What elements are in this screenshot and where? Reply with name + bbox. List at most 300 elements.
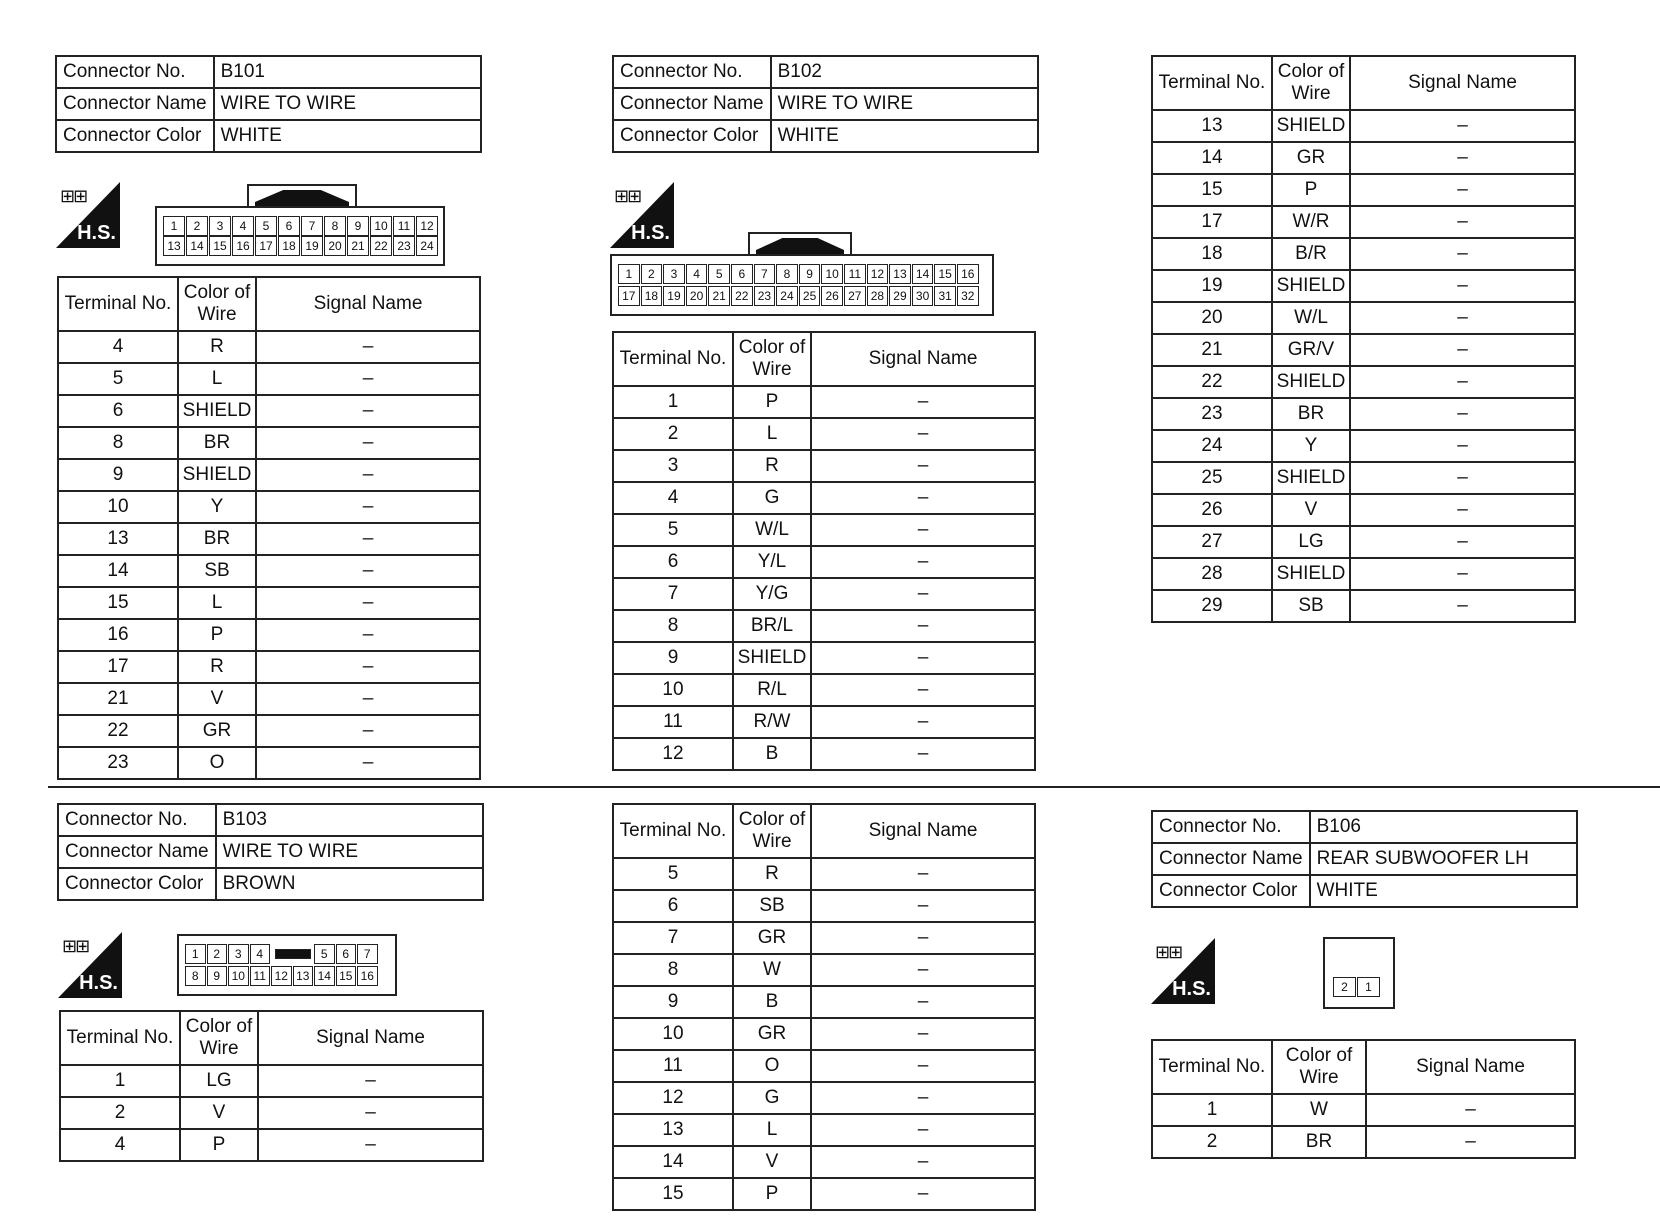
wire-color: SHIELD xyxy=(1272,270,1350,302)
info-value: B101 xyxy=(214,56,481,88)
terminal-no-header: Terminal No. xyxy=(613,804,733,858)
wire-color: SHIELD xyxy=(178,459,256,491)
pin-cell: 20 xyxy=(324,236,346,256)
pin-cell: 11 xyxy=(393,216,415,236)
wire-color: Y xyxy=(178,491,256,523)
table-row xyxy=(613,642,1035,674)
info-row xyxy=(58,836,483,868)
terminal-no: 5 xyxy=(58,363,178,395)
signal-name: – xyxy=(1350,462,1575,494)
pin-cell: 2 xyxy=(207,944,228,964)
pin-cell: 24 xyxy=(416,236,438,256)
signal-name-header: Signal Name xyxy=(811,804,1035,858)
terminal-no: 14 xyxy=(58,555,178,587)
wire-color: L xyxy=(733,418,811,450)
info-row xyxy=(56,88,481,120)
table-row xyxy=(613,890,1035,922)
table-row xyxy=(58,619,480,651)
info-row xyxy=(1152,811,1577,843)
b101-terminal-table xyxy=(57,276,481,780)
table-row xyxy=(60,1129,483,1161)
pin-cell: 7 xyxy=(301,216,323,236)
wire-color: SB xyxy=(1272,590,1350,622)
signal-name: – xyxy=(256,427,480,459)
terminal-no: 2 xyxy=(1152,1126,1272,1158)
terminal-no: 13 xyxy=(58,523,178,555)
info-row xyxy=(1152,843,1577,875)
pin-cell: 1 xyxy=(1357,977,1380,997)
info-value: B106 xyxy=(1310,811,1577,843)
info-row xyxy=(58,804,483,836)
wire-color: BR/L xyxy=(733,610,811,642)
pin-cell: 1 xyxy=(163,216,185,236)
signal-name: – xyxy=(811,1082,1035,1114)
terminal-no: 13 xyxy=(613,1114,733,1146)
wire-color: Y/G xyxy=(733,578,811,610)
wire-color: Y/L xyxy=(733,546,811,578)
b103-info-body xyxy=(58,804,483,900)
b102-terminal-rows xyxy=(613,386,1035,770)
pin-cell: 3 xyxy=(228,944,249,964)
pin-cell: 15 xyxy=(934,264,956,284)
wire-color: SHIELD xyxy=(733,642,811,674)
terminal-no-header: Terminal No. xyxy=(613,332,733,386)
table-row xyxy=(613,954,1035,986)
wire-color: W xyxy=(733,954,811,986)
table-row xyxy=(613,1146,1035,1178)
wire-color: B xyxy=(733,738,811,770)
info-value: REAR SUBWOOFER LH xyxy=(1310,843,1577,875)
terminal-no: 12 xyxy=(613,1082,733,1114)
signal-name: – xyxy=(1350,302,1575,334)
wire-color: SB xyxy=(178,555,256,587)
terminal-no: 5 xyxy=(613,858,733,890)
wire-color: GR xyxy=(733,1018,811,1050)
info-row xyxy=(613,56,1038,88)
table-row xyxy=(613,610,1035,642)
terminal-no: 9 xyxy=(58,459,178,491)
signal-name: – xyxy=(258,1129,483,1161)
wire-color: R xyxy=(733,450,811,482)
pin-cell: 13 xyxy=(889,264,911,284)
table-row xyxy=(613,1082,1035,1114)
table-row xyxy=(58,523,480,555)
table-row xyxy=(1152,366,1575,398)
signal-name-header: Signal Name xyxy=(1350,56,1575,110)
b106-connector-face xyxy=(1323,937,1395,1009)
info-row xyxy=(56,120,481,152)
wire-color: P xyxy=(733,386,811,418)
signal-name: – xyxy=(258,1065,483,1097)
signal-name: – xyxy=(1350,366,1575,398)
pin-cell: 6 xyxy=(336,944,357,964)
signal-name-header: Signal Name xyxy=(1366,1040,1575,1094)
signal-name: – xyxy=(811,418,1035,450)
signal-name: – xyxy=(811,706,1035,738)
terminal-no: 15 xyxy=(58,587,178,619)
info-key: Connector Name xyxy=(613,88,771,120)
wire-color: V xyxy=(733,1146,811,1178)
pin-cell: 3 xyxy=(209,216,231,236)
terminal-no: 22 xyxy=(1152,366,1272,398)
pin-cell: 31 xyxy=(934,286,956,306)
b106-info-table xyxy=(1151,810,1578,908)
table-row xyxy=(1152,334,1575,366)
table-row xyxy=(613,674,1035,706)
pin-cell: 17 xyxy=(255,236,277,256)
info-key: Connector No. xyxy=(1152,811,1310,843)
terminal-no: 16 xyxy=(58,619,178,651)
wire-color: BR xyxy=(1272,398,1350,430)
wire-color-header: Color of Wire xyxy=(180,1011,258,1065)
terminal-no: 8 xyxy=(613,954,733,986)
pin-cell: 4 xyxy=(250,944,271,964)
signal-name-header: Signal Name xyxy=(256,277,480,331)
info-row xyxy=(613,120,1038,152)
hs-label: H.S. xyxy=(1172,978,1211,1000)
pin-cell: 24 xyxy=(776,286,798,306)
terminal-no: 13 xyxy=(1152,110,1272,142)
b101-info-table xyxy=(55,55,482,153)
table-row xyxy=(58,555,480,587)
section-divider xyxy=(48,786,1660,788)
signal-name: – xyxy=(811,482,1035,514)
signal-name: – xyxy=(1350,238,1575,270)
terminal-no: 15 xyxy=(613,1178,733,1210)
wire-color-header: Color of Wire xyxy=(733,332,811,386)
info-row xyxy=(56,56,481,88)
signal-name: – xyxy=(811,738,1035,770)
pin-cell: 10 xyxy=(370,216,392,236)
b102-info-body xyxy=(613,56,1038,152)
pin-cell: 23 xyxy=(754,286,776,306)
terminal-no-header: Terminal No. xyxy=(1152,56,1272,110)
terminal-no: 10 xyxy=(613,674,733,706)
b103-terminal-table xyxy=(59,1010,484,1162)
wire-color: R xyxy=(178,331,256,363)
info-row xyxy=(1152,875,1577,907)
terminal-no: 19 xyxy=(1152,270,1272,302)
table-row xyxy=(1152,558,1575,590)
pin-cell: 12 xyxy=(271,966,292,986)
pin-cell: 4 xyxy=(686,264,708,284)
signal-name: – xyxy=(256,523,480,555)
pin-cell: 29 xyxy=(889,286,911,306)
signal-name: – xyxy=(811,642,1035,674)
terminal-no: 24 xyxy=(1152,430,1272,462)
pin-cell: 23 xyxy=(393,236,415,256)
table-row xyxy=(58,651,480,683)
terminal-no: 6 xyxy=(58,395,178,427)
signal-name: – xyxy=(811,858,1035,890)
pin-cell: 5 xyxy=(314,944,335,964)
signal-name: – xyxy=(256,331,480,363)
terminal-no-header: Terminal No. xyxy=(1152,1040,1272,1094)
signal-name: – xyxy=(811,386,1035,418)
signal-name: – xyxy=(256,395,480,427)
b102-terminal-rows-continued xyxy=(1152,110,1575,622)
wire-color-header: Color of Wire xyxy=(1272,56,1350,110)
wire-color: W/L xyxy=(1272,302,1350,334)
signal-name: – xyxy=(1350,142,1575,174)
wire-color: P xyxy=(1272,174,1350,206)
wire-color: P xyxy=(178,619,256,651)
pin-cell: 18 xyxy=(278,236,300,256)
table-row xyxy=(613,546,1035,578)
signal-name-header: Signal Name xyxy=(258,1011,483,1065)
signal-name: – xyxy=(811,922,1035,954)
pin-cell: 19 xyxy=(663,286,685,306)
pin-cell: 8 xyxy=(185,966,206,986)
signal-name: – xyxy=(1350,398,1575,430)
pin-cell: 19 xyxy=(301,236,323,256)
terminal-no: 2 xyxy=(613,418,733,450)
info-key: Connector Color xyxy=(56,120,214,152)
wire-color: LG xyxy=(180,1065,258,1097)
pin-cell: 10 xyxy=(228,966,249,986)
pin-cell: 8 xyxy=(776,264,798,284)
wire-color: SHIELD xyxy=(1272,462,1350,494)
wire-color-header: Color of Wire xyxy=(1272,1040,1366,1094)
pin-cell: 3 xyxy=(663,264,685,284)
wire-color: GR xyxy=(178,715,256,747)
signal-name: – xyxy=(1350,174,1575,206)
info-value: WIRE TO WIRE xyxy=(214,88,481,120)
signal-name: – xyxy=(1366,1126,1575,1158)
info-value: WHITE xyxy=(771,120,1038,152)
table-row xyxy=(613,450,1035,482)
wire-color: W/R xyxy=(1272,206,1350,238)
pin-cell: 12 xyxy=(416,216,438,236)
wire-color: G xyxy=(733,1082,811,1114)
wire-color: B/R xyxy=(1272,238,1350,270)
terminal-no: 9 xyxy=(613,986,733,1018)
wire-color: LG xyxy=(1272,526,1350,558)
b106-info-body xyxy=(1152,811,1577,907)
info-key: Connector Name xyxy=(56,88,214,120)
pin-cell: 16 xyxy=(232,236,254,256)
table-row xyxy=(613,986,1035,1018)
signal-name: – xyxy=(811,450,1035,482)
signal-name: – xyxy=(256,363,480,395)
info-key: Connector No. xyxy=(613,56,771,88)
pin-cell: 21 xyxy=(347,236,369,256)
info-key: Connector Name xyxy=(58,836,216,868)
table-row xyxy=(1152,1094,1575,1126)
wire-color: R xyxy=(733,858,811,890)
signal-name: – xyxy=(811,514,1035,546)
pin-cell: 1 xyxy=(185,944,206,964)
terminal-no: 29 xyxy=(1152,590,1272,622)
wire-color: V xyxy=(180,1097,258,1129)
pin-cell: 1 xyxy=(618,264,640,284)
table-row xyxy=(1152,398,1575,430)
terminal-no: 28 xyxy=(1152,558,1272,590)
signal-name: – xyxy=(811,986,1035,1018)
table-row xyxy=(613,706,1035,738)
wire-color: GR xyxy=(733,922,811,954)
pin-cell: 13 xyxy=(293,966,314,986)
wire-color: SHIELD xyxy=(1272,558,1350,590)
pin-cell: 22 xyxy=(731,286,753,306)
terminal-no: 6 xyxy=(613,890,733,922)
pin-cell: 15 xyxy=(336,966,357,986)
table-row xyxy=(58,715,480,747)
signal-name: – xyxy=(256,459,480,491)
terminal-no: 22 xyxy=(58,715,178,747)
b103-info-table xyxy=(57,803,484,901)
signal-name: – xyxy=(1350,110,1575,142)
pin-cell: 22 xyxy=(370,236,392,256)
wire-color: R xyxy=(178,651,256,683)
signal-name: – xyxy=(1350,206,1575,238)
table-row xyxy=(613,418,1035,450)
pin-blank xyxy=(275,949,311,959)
terminal-no: 18 xyxy=(1152,238,1272,270)
table-row xyxy=(58,683,480,715)
table-row xyxy=(613,858,1035,890)
b103-terminal-rows xyxy=(60,1065,483,1161)
b102-connector-face xyxy=(610,232,995,316)
pin-cell: 12 xyxy=(867,264,889,284)
pin-cell: 2 xyxy=(641,264,663,284)
table-row xyxy=(613,1050,1035,1082)
info-value: B102 xyxy=(771,56,1038,88)
hs-label: H.S. xyxy=(77,222,116,244)
signal-name: – xyxy=(1350,558,1575,590)
wire-color: SHIELD xyxy=(1272,366,1350,398)
pin-cell: 20 xyxy=(686,286,708,306)
pin-cell: 32 xyxy=(957,286,979,306)
signal-name: – xyxy=(811,1114,1035,1146)
pin-cell: 4 xyxy=(232,216,254,236)
terminal-no: 4 xyxy=(613,482,733,514)
wire-color: O xyxy=(733,1050,811,1082)
table-row xyxy=(1152,526,1575,558)
terminal-no: 21 xyxy=(1152,334,1272,366)
table-row xyxy=(613,738,1035,770)
wire-color: W xyxy=(1272,1094,1366,1126)
info-key: Connector Name xyxy=(1152,843,1310,875)
wire-color: GR/V xyxy=(1272,334,1350,366)
table-row xyxy=(1152,110,1575,142)
info-key: Connector No. xyxy=(58,804,216,836)
terminal-no: 8 xyxy=(58,427,178,459)
table-row xyxy=(58,491,480,523)
info-value: WIRE TO WIRE xyxy=(216,836,483,868)
table-row xyxy=(613,1018,1035,1050)
table-row xyxy=(58,363,480,395)
pin-cell: 11 xyxy=(844,264,866,284)
table-row xyxy=(1152,494,1575,526)
terminal-no: 7 xyxy=(613,578,733,610)
pin-cell: 9 xyxy=(799,264,821,284)
wire-color: L xyxy=(733,1114,811,1146)
table-row xyxy=(60,1097,483,1129)
wire-color: P xyxy=(733,1178,811,1210)
pin-cell: 5 xyxy=(255,216,277,236)
terminal-no: 14 xyxy=(1152,142,1272,174)
terminal-no: 4 xyxy=(58,331,178,363)
wire-color: G xyxy=(733,482,811,514)
pin-cell: 6 xyxy=(278,216,300,236)
pin-cell: 17 xyxy=(618,286,640,306)
terminal-no: 27 xyxy=(1152,526,1272,558)
pin-cell: 21 xyxy=(708,286,730,306)
pin-cell: 28 xyxy=(867,286,889,306)
terminal-no: 7 xyxy=(613,922,733,954)
table-row xyxy=(58,331,480,363)
b106-terminal-rows xyxy=(1152,1094,1575,1158)
terminal-no: 10 xyxy=(613,1018,733,1050)
pin-cell: 10 xyxy=(821,264,843,284)
pin-cell: 27 xyxy=(844,286,866,306)
terminal-no: 9 xyxy=(613,642,733,674)
signal-name: – xyxy=(811,1146,1035,1178)
wire-color: O xyxy=(178,747,256,779)
table-row xyxy=(1152,238,1575,270)
table-row xyxy=(58,747,480,779)
table-row xyxy=(613,514,1035,546)
terminal-no: 17 xyxy=(1152,206,1272,238)
signal-name: – xyxy=(258,1097,483,1129)
terminal-no: 4 xyxy=(60,1129,180,1161)
signal-name: – xyxy=(1350,526,1575,558)
wire-color: B xyxy=(733,986,811,1018)
table-row xyxy=(1152,142,1575,174)
info-row xyxy=(58,868,483,900)
terminal-no: 23 xyxy=(58,747,178,779)
b101-connector-face xyxy=(155,184,445,266)
signal-name: – xyxy=(256,555,480,587)
signal-name: – xyxy=(256,651,480,683)
table-row xyxy=(1152,206,1575,238)
wire-color-header: Color of Wire xyxy=(178,277,256,331)
wire-color: SHIELD xyxy=(1272,110,1350,142)
table-row xyxy=(58,587,480,619)
signal-name: – xyxy=(811,1178,1035,1210)
info-key: Connector Color xyxy=(1152,875,1310,907)
table-row xyxy=(1152,1126,1575,1158)
table-row xyxy=(1152,174,1575,206)
table-row xyxy=(613,1114,1035,1146)
pin-cell: 16 xyxy=(957,264,979,284)
signal-name: – xyxy=(811,610,1035,642)
table-row xyxy=(1152,462,1575,494)
b103-terminal-rows-continued xyxy=(613,858,1035,1210)
pin-cell: 13 xyxy=(163,236,185,256)
table-row xyxy=(58,427,480,459)
signal-name: – xyxy=(811,674,1035,706)
terminal-no: 1 xyxy=(60,1065,180,1097)
b102-terminal-table xyxy=(612,331,1036,771)
info-value: WIRE TO WIRE xyxy=(771,88,1038,120)
table-row xyxy=(1152,430,1575,462)
table-row xyxy=(613,386,1035,418)
signal-name: – xyxy=(256,587,480,619)
wire-color: L xyxy=(178,363,256,395)
terminal-no: 20 xyxy=(1152,302,1272,334)
wire-color: R/L xyxy=(733,674,811,706)
pin-cell: 14 xyxy=(912,264,934,284)
terminal-no: 10 xyxy=(58,491,178,523)
terminal-no: 26 xyxy=(1152,494,1272,526)
terminal-no: 21 xyxy=(58,683,178,715)
table-row xyxy=(613,578,1035,610)
b102-harness-side-icon: ⊞⊞ H.S. xyxy=(610,182,674,248)
wire-color: BR xyxy=(178,523,256,555)
pin-cell: 7 xyxy=(754,264,776,284)
